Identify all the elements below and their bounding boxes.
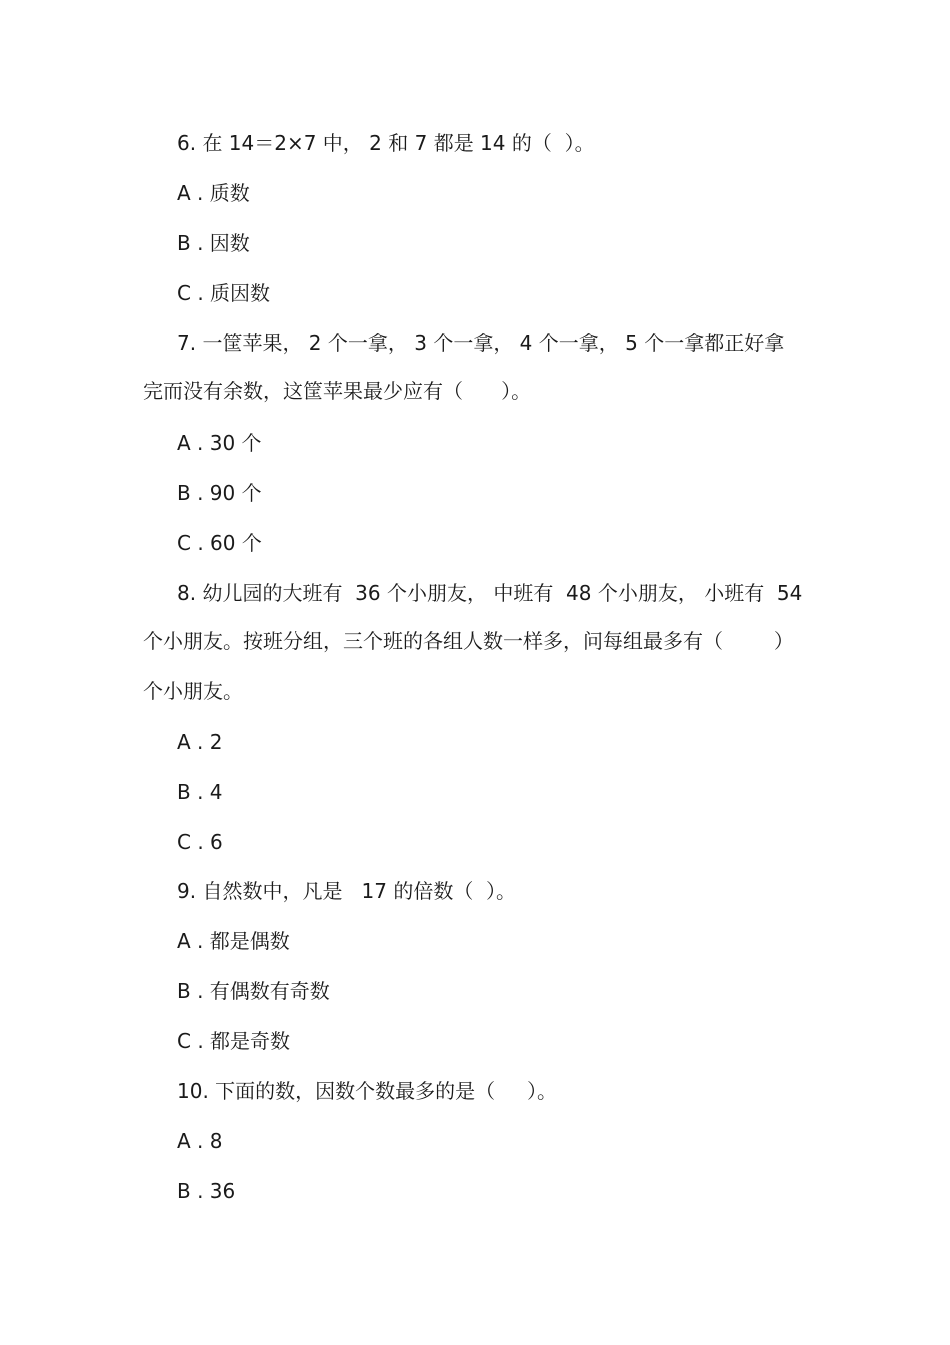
question-7-option-c: C . 60 个 [177,531,262,555]
question-6-option-c: C . 质因数 [177,281,271,305]
question-8-option-a: A . 2 [177,730,223,754]
question-9-stem: 9. 自然数中，凡是 17 的倍数（ ）。 [177,879,517,903]
question-9-option-c: C . 都是奇数 [177,1029,291,1053]
question-10-stem: 10. 下面的数，因数个数最多的是（ ）。 [177,1079,557,1103]
question-7-option-a: A . 30 个 [177,431,262,455]
question-8-stem-line-1: 8. 幼儿园的大班有 36 个小朋友， 中班有 48 个小朋友， 小班有 54 [177,581,803,605]
question-6-option-b: B . 因数 [177,231,250,255]
question-9-option-b: B . 有偶数有奇数 [177,979,330,1003]
question-6-option-a: A . 质数 [177,181,250,205]
question-8-stem-line-3: 个小朋友。 [143,679,243,703]
question-7-stem-line-1: 7. 一筐苹果， 2 个一拿， 3 个一拿， 4 个一拿， 5 个一拿都正好拿 [177,331,785,355]
question-10-option-a: A . 8 [177,1129,223,1153]
question-9-option-a: A . 都是偶数 [177,929,290,953]
question-7-option-b: B . 90 个 [177,481,262,505]
question-10-option-b: B . 36 [177,1179,236,1203]
question-6-stem: 6. 在 14＝2×7 中， 2 和 7 都是 14 的（ ）。 [177,131,595,155]
question-8-option-c: C . 6 [177,830,223,854]
question-8-stem-line-2: 个小朋友。按班分组，三个班的各组人数一样多，问每组最多有（ ） [143,629,794,653]
question-7-stem-line-2: 完而没有余数，这筐苹果最少应有（ ）。 [143,379,532,403]
question-8-option-b: B . 4 [177,780,223,804]
